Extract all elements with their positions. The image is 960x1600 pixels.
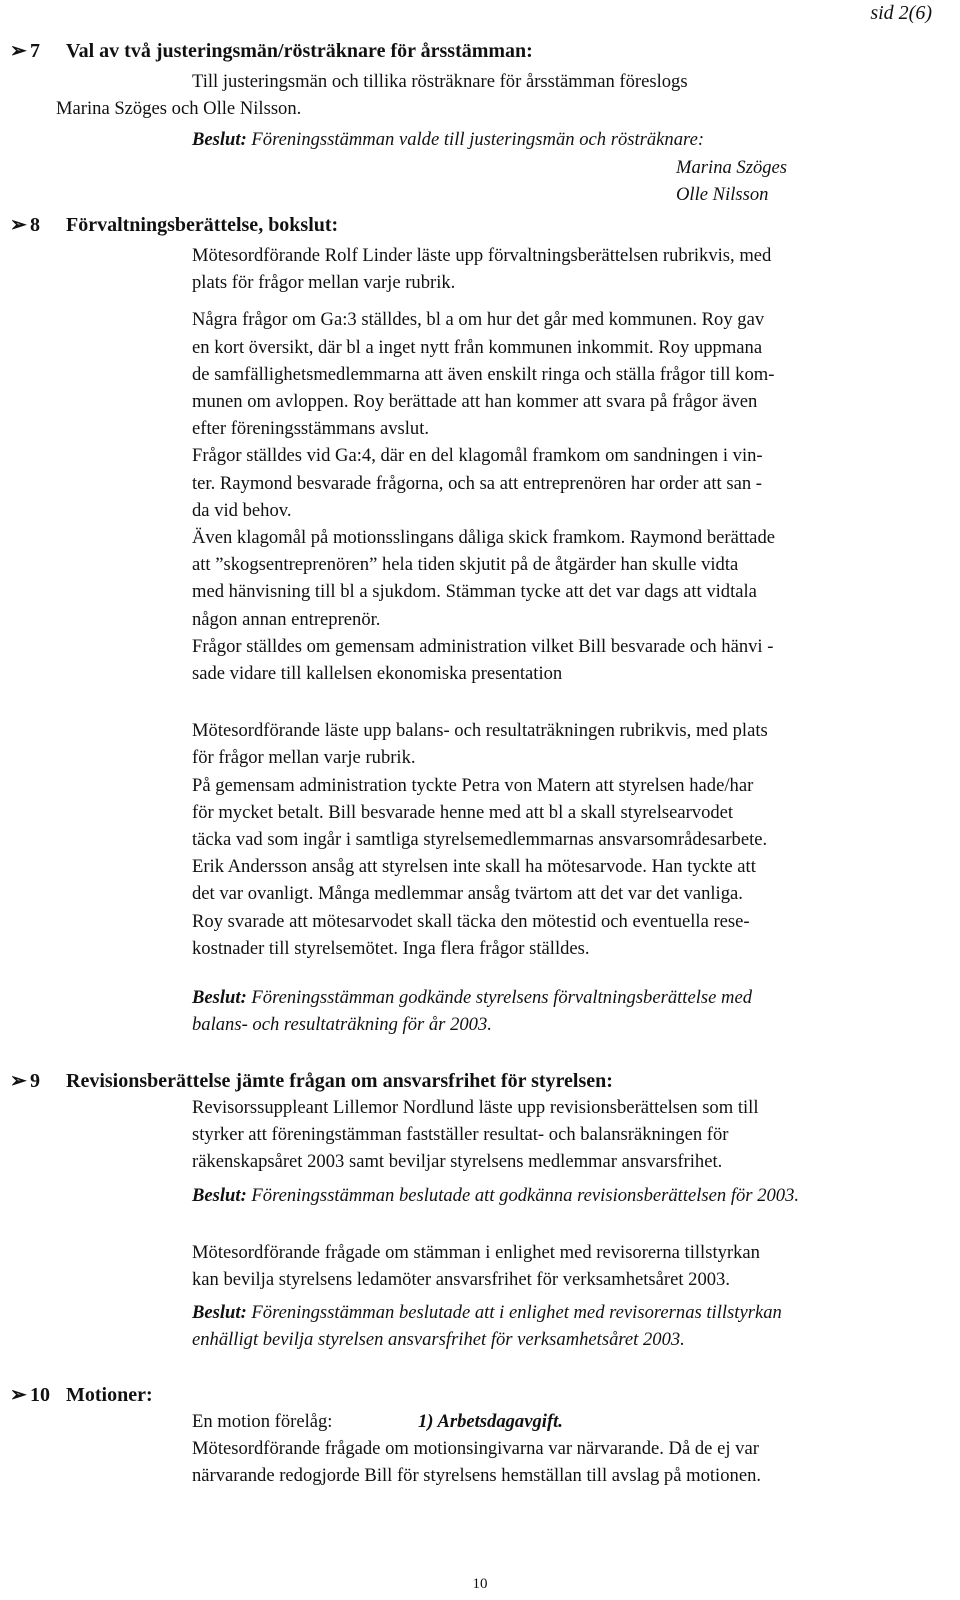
- decision-line: [192, 984, 944, 1011]
- motion-line: [192, 1408, 944, 1435]
- section-9-heading: [10, 1068, 613, 1093]
- paragraph-line: På gemensam administration tyckte Petra von Matern att styrelsen hade/har: [192, 774, 754, 796]
- paragraph-line: plats för frågor mellan varje rubrik.: [192, 272, 456, 294]
- paragraph-line: kan bevilja styrelsens ledamöter ansvarsfrihet för verksamhetsåret 2003.: [192, 1269, 731, 1291]
- paragraph-line: Revisorssuppleant Lillemor Nordlund läste upp revisionsberättelsen som till: [192, 1097, 759, 1118]
- section-number: 9: [30, 1070, 40, 1092]
- decision-line: balans- och resultaträkning för år 2003.: [192, 1014, 492, 1036]
- section-8-heading: [10, 212, 338, 237]
- paragraph-line: Till justeringsmän och tillika rösträknare för årsstämman föreslogs: [192, 71, 688, 92]
- paragraph-line: Mötesordförande Rolf Linder läste upp förvaltningsberättelsen rubrikvis, med: [192, 245, 772, 266]
- section-number: 10: [30, 1384, 50, 1406]
- paragraph-line: kostnader till styrelsemötet. Inga flera frågor ställdes.: [192, 937, 590, 959]
- paragraph-line: sade vidare till kallelsen ekonomiska presentation: [192, 663, 563, 685]
- decision-text: Föreningsstämman beslutade att godkänna revisionsberättelsen för 2003.: [251, 1184, 800, 1206]
- paragraph-line: efter föreningsstämmans avslut.: [192, 418, 430, 440]
- paragraph-line: Erik Andersson ansåg att styrelsen inte skall ha mötesarvode. Han tyckte att: [192, 856, 756, 878]
- paragraph-line: en kort översikt, där bl a inget nytt från kommunen inkommit. Roy uppmana: [192, 336, 763, 358]
- paragraph-line: Mötesordförande läste upp balans- och resultaträkningen rubrikvis, med plats: [192, 720, 768, 742]
- section-9-body: [192, 1094, 944, 1354]
- paragraph-line: Roy svarade att mötesarvodet skall täcka den mötestid och eventuella rese-: [192, 910, 750, 932]
- elected-name: Marina Szöges: [676, 156, 788, 178]
- paragraph-line: ter. Raymond besvarade frågorna, och sa att entreprenören har order att san -: [192, 472, 762, 494]
- paragraph-line: Mötesordförande frågade om stämman i enlighet med revisorerna tillstyrkan: [192, 1241, 760, 1263]
- paragraph-line: da vid behov.: [192, 499, 292, 521]
- paragraph-line: Även klagomål på motionsslingans dåliga skick framkom. Raymond berättade: [192, 527, 775, 549]
- decision-text: Föreningsstämman godkände styrelsens förvaltningsberättelse med: [251, 987, 753, 1009]
- paragraph-line: de samfällighetsmedlemmarna att även enskilt ringa och ställa frågor till kom-: [192, 363, 775, 385]
- paragraph-line: styrker att föreningstämman fastställer resultat- och balansräkningen för: [192, 1124, 729, 1146]
- paragraph-line: Frågor ställdes vid Ga:4, där en del klagomål framkom om sandningen i vin-: [192, 445, 763, 467]
- section-number: 8: [30, 214, 40, 236]
- section-number: 7: [30, 40, 40, 62]
- decision-label: Beslut:: [192, 1302, 247, 1324]
- motion-title: 1) Arbetsdagavgift.: [418, 1411, 563, 1432]
- decision-label: Beslut:: [192, 987, 247, 1009]
- decision-label: Beslut:: [192, 1184, 247, 1206]
- arrow-bullet-icon: ➢: [10, 214, 27, 236]
- elected-name: Olle Nilsson: [676, 183, 769, 205]
- paragraph-line: Marina Szöges och Olle Nilsson.: [56, 98, 302, 120]
- decision-line: [192, 1182, 944, 1209]
- section-8-body: [192, 242, 944, 1038]
- motion-label: En motion förelåg:: [192, 1411, 333, 1432]
- section-10-body: [192, 1408, 944, 1490]
- paragraph-line: Mötesordförande frågade om motionsingivarna var närvarande. Då de ej var: [192, 1438, 759, 1460]
- section-title: Förvaltningsberättelse, bokslut:: [66, 214, 339, 236]
- paragraph-line: munen om avloppen. Roy berättade att han kommer att svara på frågor även: [192, 391, 758, 413]
- paragraph-line: täcka vad som ingår i samtliga styrelsemedlemmarnas ansvarsområdesarbete.: [192, 829, 768, 851]
- paragraph-line: för frågor mellan varje rubrik.: [192, 747, 416, 769]
- arrow-bullet-icon: ➢: [10, 1384, 27, 1406]
- decision-line: enhälligt bevilja styrelsen ansvarsfrihet för verksamhetsåret 2003.: [192, 1329, 685, 1351]
- decision-text: Föreningsstämman beslutade att i enlighet med revisorernas tillstyrkan: [251, 1302, 782, 1324]
- decision-line: [192, 1299, 944, 1326]
- page-indicator: sid 2(6): [870, 2, 932, 24]
- paragraph-line: Frågor ställdes om gemensam administration vilket Bill besvarade och hänvi -: [192, 635, 774, 657]
- paragraph-line: räkenskapsåret 2003 samt beviljar styrelsens medlemmar ansvarsfrihet.: [192, 1151, 723, 1173]
- decision-label: Beslut:: [192, 129, 247, 151]
- section-7-body: [56, 68, 944, 208]
- decision-line: [192, 126, 944, 153]
- paragraph-line: det var ovanligt. Många medlemmar ansåg tvärtom att det var det vanliga.: [192, 883, 743, 905]
- section-title: Revisionsberättelse jämte frågan om ansvarsfrihet för styrelsen:: [66, 1070, 613, 1092]
- decision-text: Föreningsstämman valde till justeringsmän och rösträknare:: [251, 129, 705, 151]
- paragraph-line: med hänvisning till bl a sjukdom. Stämman tycke att det var dags att vidtala: [192, 581, 757, 603]
- paragraph-line: närvarande redogjorde Bill för styrelsens hemställan till avslag på motionen.: [192, 1465, 762, 1487]
- section-title: Motioner:: [66, 1384, 153, 1406]
- section-7-heading: [10, 38, 533, 63]
- footer-page-number: 10: [472, 1576, 488, 1592]
- arrow-bullet-icon: ➢: [10, 40, 27, 62]
- paragraph-line: att ”skogsentreprenören” hela tiden skjutit på de åtgärder han skulle vidta: [192, 554, 739, 576]
- arrow-bullet-icon: ➢: [10, 1070, 27, 1092]
- paragraph-line: någon annan entreprenör.: [192, 608, 381, 630]
- section-10-heading: [10, 1382, 153, 1407]
- paragraph-line: för mycket betalt. Bill besvarade henne med att bl a skall styrelsearvodet: [192, 801, 734, 823]
- paragraph-line: Några frågor om Ga:3 ställdes, bl a om hur det går med kommunen. Roy gav: [192, 309, 765, 331]
- section-title: Val av två justeringsmän/rösträknare för årsstämman:: [66, 40, 533, 62]
